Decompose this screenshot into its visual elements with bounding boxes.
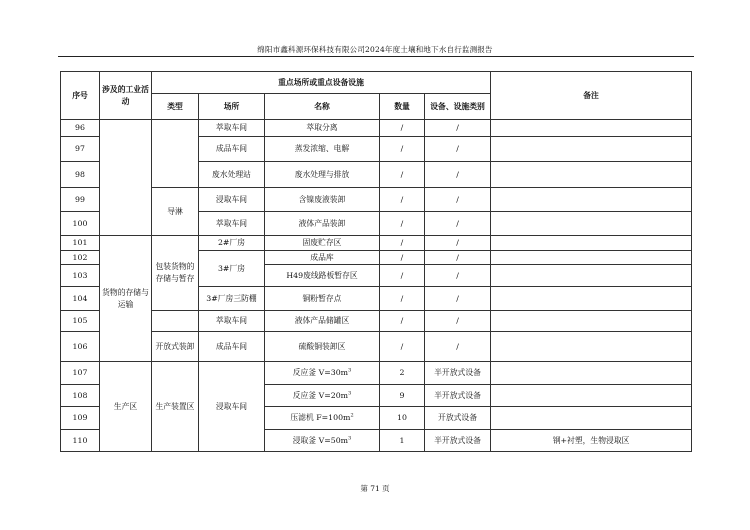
cell-qty: 2 bbox=[380, 362, 425, 385]
cell-remark bbox=[491, 287, 692, 311]
col-header-place: 场所 bbox=[199, 94, 265, 120]
cell-qty: / bbox=[380, 188, 425, 212]
cell-type-packaged: 包装货物的存储与暂存 bbox=[152, 236, 199, 311]
cell-category: / bbox=[425, 251, 491, 265]
cell-place: 萃取车间 bbox=[199, 311, 265, 332]
cell-seq: 104 bbox=[61, 287, 100, 311]
cell-qty: / bbox=[380, 311, 425, 332]
cell-seq: 105 bbox=[61, 311, 100, 332]
cell-seq: 102 bbox=[61, 251, 100, 265]
cell-remark bbox=[491, 137, 692, 162]
cell-remark bbox=[491, 236, 692, 251]
cell-seq: 98 bbox=[61, 162, 100, 188]
table-header-row-1 bbox=[61, 72, 692, 94]
cell-qty: / bbox=[380, 287, 425, 311]
cell-category: / bbox=[425, 188, 491, 212]
cell-place: 浸取车间 bbox=[199, 188, 265, 212]
cell-qty: 10 bbox=[380, 407, 425, 430]
table-row bbox=[61, 311, 692, 332]
cell-category: 半开放式设备 bbox=[425, 430, 491, 452]
name-text: 反应釜 V=30m bbox=[292, 368, 349, 377]
cell-category: / bbox=[425, 265, 491, 287]
header-divider bbox=[58, 56, 694, 57]
cell-activity-blank bbox=[100, 120, 152, 236]
cell-type-blank bbox=[152, 120, 199, 188]
cell-name: 废水处理与排放 bbox=[265, 162, 380, 188]
cell-qty: / bbox=[380, 251, 425, 265]
col-header-group: 重点场所或重点设备设施 bbox=[152, 72, 491, 94]
cell-qty: / bbox=[380, 137, 425, 162]
cell-place-leaching: 浸取车间 bbox=[199, 362, 265, 452]
col-header-remark: 备注 bbox=[491, 72, 692, 120]
cell-seq: 106 bbox=[61, 332, 100, 362]
name-text: 压滤机 F=100m bbox=[290, 413, 351, 422]
col-header-name: 名称 bbox=[265, 94, 380, 120]
cell-name: 含镍废液装卸 bbox=[265, 188, 380, 212]
cell-seq: 100 bbox=[61, 212, 100, 236]
col-header-activity: 涉及的工业活动 bbox=[100, 72, 152, 120]
table-row bbox=[61, 236, 692, 251]
report-header-title: 绵阳市鑫科源环保科技有限公司2024年度土壤和地下水自行监测报告 bbox=[257, 45, 493, 54]
name-superscript: 2 bbox=[350, 412, 354, 419]
cell-place: 成品车间 bbox=[199, 137, 265, 162]
cell-seq: 107 bbox=[61, 362, 100, 385]
cell-type-blank bbox=[152, 311, 199, 332]
cell-name bbox=[265, 385, 380, 407]
cell-place: 成品车间 bbox=[199, 332, 265, 362]
col-header-qty: 数量 bbox=[380, 94, 425, 120]
col-header-type: 类型 bbox=[152, 94, 199, 120]
table-row bbox=[61, 120, 692, 137]
table-row bbox=[61, 332, 692, 362]
page-number: 第 71 页 bbox=[360, 484, 390, 493]
cell-seq: 110 bbox=[61, 430, 100, 452]
cell-category: / bbox=[425, 137, 491, 162]
cell-remark bbox=[491, 362, 692, 385]
cell-qty: / bbox=[380, 120, 425, 137]
cell-category: / bbox=[425, 212, 491, 236]
cell-category: / bbox=[425, 162, 491, 188]
cell-qty: / bbox=[380, 332, 425, 362]
cell-name: 液体产品装卸 bbox=[265, 212, 380, 236]
col-header-category: 设备、设施类别 bbox=[425, 94, 491, 120]
key-facilities-table bbox=[60, 71, 692, 452]
cell-remark bbox=[491, 332, 692, 362]
cell-qty: / bbox=[380, 265, 425, 287]
cell-name bbox=[265, 407, 380, 430]
cell-qty: / bbox=[380, 162, 425, 188]
cell-seq: 97 bbox=[61, 137, 100, 162]
name-superscript: 3 bbox=[348, 389, 352, 396]
cell-name: 萃取分离 bbox=[265, 120, 380, 137]
cell-qty: / bbox=[380, 212, 425, 236]
table-row bbox=[61, 362, 692, 385]
col-header-seq: 序号 bbox=[61, 72, 100, 120]
cell-remark bbox=[491, 385, 692, 407]
name-superscript: 3 bbox=[348, 367, 352, 374]
cell-remark bbox=[491, 251, 692, 265]
cell-seq: 108 bbox=[61, 385, 100, 407]
cell-name: 固废贮存区 bbox=[265, 236, 380, 251]
cell-type-open-handling: 开放式装卸 bbox=[152, 332, 199, 362]
cell-category: / bbox=[425, 287, 491, 311]
cell-name: 硫酸铜装卸区 bbox=[265, 332, 380, 362]
cell-name bbox=[265, 362, 380, 385]
cell-remark: 钢+衬塑，生物浸取区 bbox=[491, 430, 692, 452]
cell-seq: 109 bbox=[61, 407, 100, 430]
cell-remark bbox=[491, 265, 692, 287]
cell-name bbox=[265, 430, 380, 452]
cell-remark bbox=[491, 407, 692, 430]
cell-activity-production: 生产区 bbox=[100, 362, 152, 452]
cell-place: 废水处理站 bbox=[199, 162, 265, 188]
name-superscript: 3 bbox=[348, 434, 352, 441]
cell-remark bbox=[491, 188, 692, 212]
cell-category: 半开放式设备 bbox=[425, 362, 491, 385]
cell-type-daolin: 导淋 bbox=[152, 188, 199, 236]
cell-place: 3#厂房三防棚 bbox=[199, 287, 265, 311]
cell-name: H49废线路板暂存区 bbox=[265, 265, 380, 287]
cell-name: 蒸发浓缩、电解 bbox=[265, 137, 380, 162]
cell-type-production-zone: 生产装置区 bbox=[152, 362, 199, 452]
cell-category: 半开放式设备 bbox=[425, 385, 491, 407]
cell-category: / bbox=[425, 332, 491, 362]
cell-place: 2#厂房 bbox=[199, 236, 265, 251]
name-text: 浸取釜 V=50m bbox=[292, 435, 349, 445]
cell-seq: 101 bbox=[61, 236, 100, 251]
cell-name: 铜粉暂存点 bbox=[265, 287, 380, 311]
cell-remark bbox=[491, 311, 692, 332]
cell-remark bbox=[491, 212, 692, 236]
cell-seq: 99 bbox=[61, 188, 100, 212]
cell-remark bbox=[491, 120, 692, 137]
cell-category: / bbox=[425, 311, 491, 332]
cell-category: 开放式设备 bbox=[425, 407, 491, 430]
cell-category: / bbox=[425, 120, 491, 137]
cell-category: / bbox=[425, 236, 491, 251]
name-text: 反应釜 V=20m bbox=[292, 390, 349, 400]
cell-name: 液体产品储罐区 bbox=[265, 311, 380, 332]
cell-qty: 9 bbox=[380, 385, 425, 407]
cell-qty: / bbox=[380, 236, 425, 251]
cell-remark bbox=[491, 162, 692, 188]
cell-place: 萃取车间 bbox=[199, 120, 265, 137]
cell-activity-storage: 货物的存储与运输 bbox=[100, 236, 152, 362]
table-row bbox=[61, 188, 692, 212]
cell-name: 成品库 bbox=[265, 251, 380, 265]
cell-seq: 103 bbox=[61, 265, 100, 287]
cell-qty: 1 bbox=[380, 430, 425, 452]
cell-place-3-factory: 3#厂房 bbox=[199, 251, 265, 287]
cell-seq: 96 bbox=[61, 120, 100, 137]
cell-place: 萃取车间 bbox=[199, 212, 265, 236]
